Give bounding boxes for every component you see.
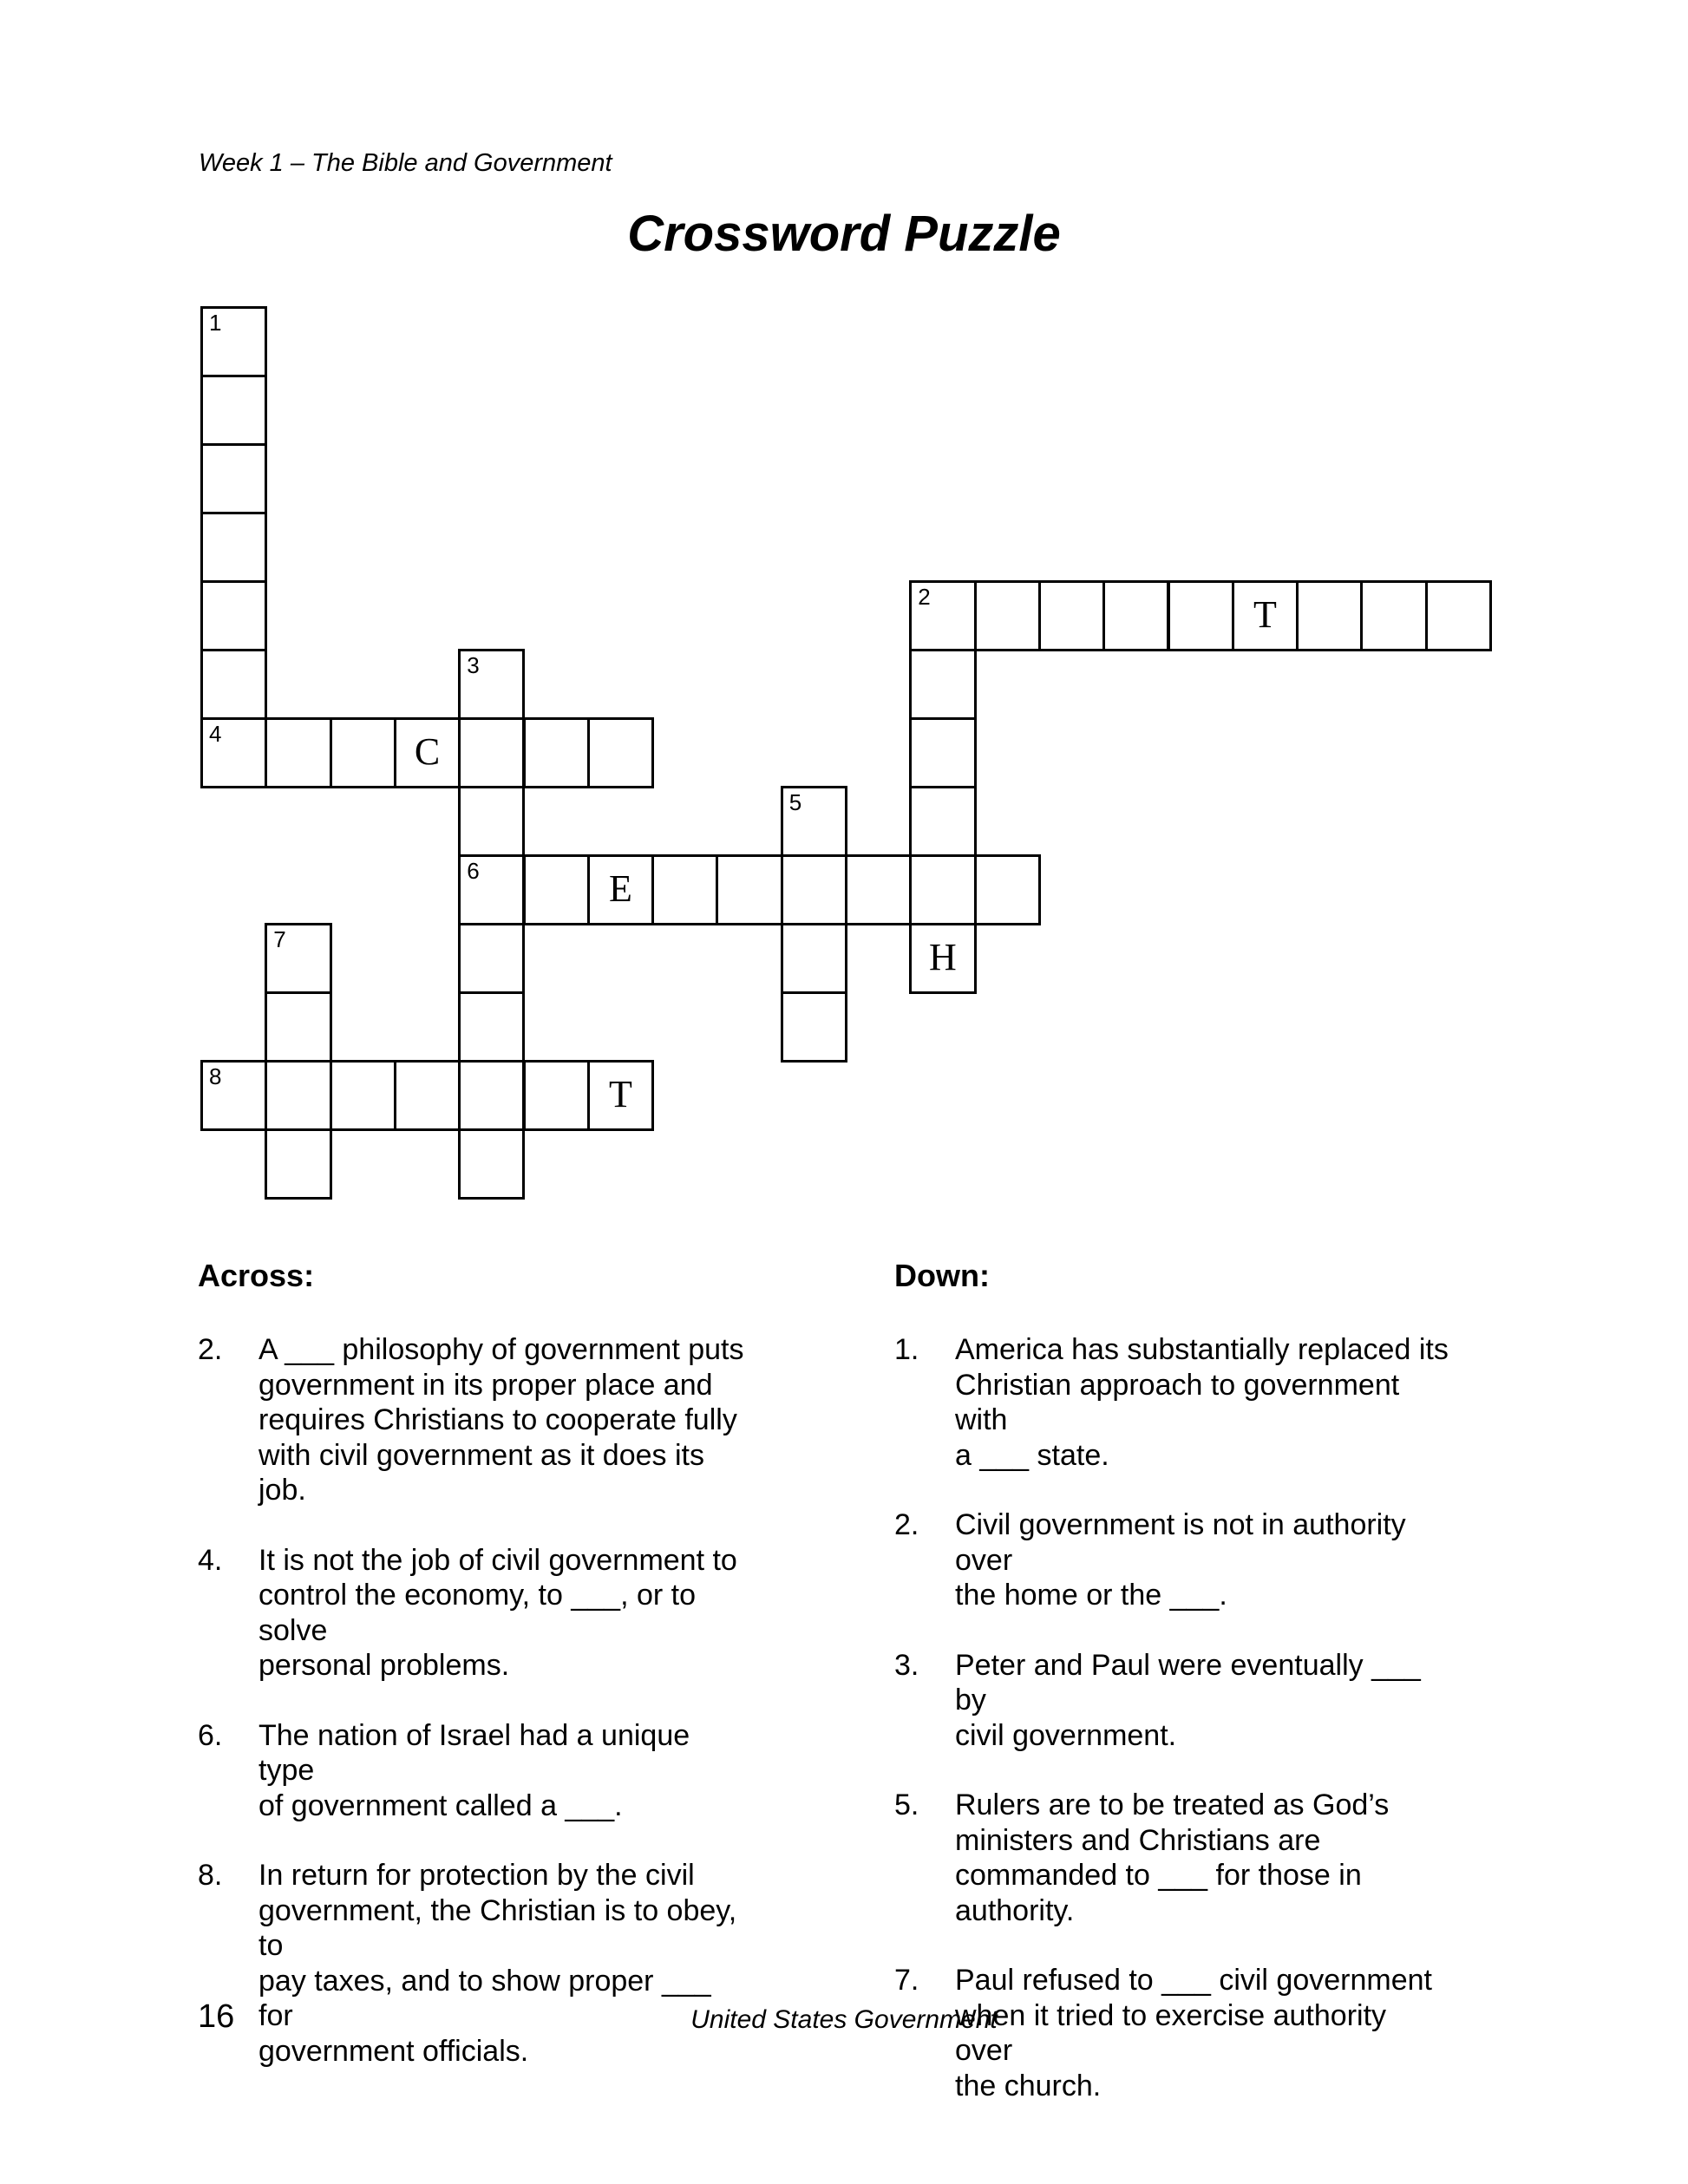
- clue-text: Peter and Paul were eventually ___ by civil government.: [955, 1648, 1421, 1752]
- grid-cell[interactable]: [1360, 580, 1427, 651]
- grid-cell[interactable]: [781, 923, 847, 994]
- clue-text: Civil government is not in authority over the home or the ___.: [955, 1508, 1406, 1612]
- cell-letter: C: [414, 730, 441, 774]
- grid-cell[interactable]: [458, 923, 525, 994]
- grid-cell[interactable]: [458, 854, 525, 925]
- clue-number: 3.: [894, 1648, 919, 1682]
- cell-number: 5: [788, 789, 802, 815]
- grid-cell[interactable]: [265, 717, 331, 788]
- grid-cell[interactable]: [458, 717, 525, 788]
- cell-number: 6: [467, 858, 480, 884]
- footer-text: United States Government: [690, 2005, 998, 2034]
- grid-cell[interactable]: [974, 854, 1041, 925]
- clue-number: 4.: [198, 1543, 223, 1577]
- grid-cell[interactable]: [458, 1128, 525, 1200]
- clue-text: Paul refused to ___ civil government when it tried to exercise authority over the church.: [955, 1964, 1432, 2102]
- grid-cell[interactable]: [587, 1060, 654, 1131]
- clue-text: America has substantially replaced its Christian approach to government with a ___ state.: [955, 1333, 1449, 1472]
- grid-cell[interactable]: [716, 854, 782, 925]
- grid-cell[interactable]: [781, 991, 847, 1063]
- grid-cell[interactable]: [651, 854, 718, 925]
- across-heading: Across:: [198, 1258, 315, 1293]
- cell-number: 2: [918, 584, 931, 610]
- cell-letter: E: [609, 867, 632, 911]
- clue-number: 1.: [894, 1333, 919, 1366]
- cell-letter: T: [609, 1073, 632, 1116]
- cell-number: 4: [209, 721, 222, 747]
- grid-cell[interactable]: [200, 580, 267, 651]
- across-clue: [198, 1718, 753, 1824]
- grid-cell[interactable]: [1425, 580, 1492, 651]
- down-heading: Down:: [894, 1258, 990, 1293]
- page-number: 16: [198, 1998, 235, 2035]
- grid-cell[interactable]: [1232, 580, 1299, 651]
- grid-cell[interactable]: [523, 717, 590, 788]
- clue-text: The nation of Israel had a unique type of government called a ___.: [258, 1718, 690, 1822]
- grid-cell[interactable]: [845, 854, 912, 925]
- clue-number: 8.: [198, 1859, 223, 1892]
- grid-cell[interactable]: [200, 375, 267, 446]
- grid-cell[interactable]: [909, 923, 976, 994]
- grid-cell[interactable]: [330, 717, 396, 788]
- clue-text: It is not the job of civil government to control the economy, to ___, or to solve personal problems.: [258, 1543, 737, 1682]
- grid-cell[interactable]: [265, 923, 331, 994]
- grid-cell[interactable]: [1102, 580, 1169, 651]
- clue-number: 2.: [198, 1333, 223, 1366]
- grid-cell[interactable]: [523, 854, 590, 925]
- grid-cell[interactable]: [200, 512, 267, 583]
- grid-cell[interactable]: [781, 786, 847, 857]
- grid-cell[interactable]: [265, 991, 331, 1063]
- grid-cell[interactable]: [909, 580, 976, 651]
- grid-cell[interactable]: [394, 1060, 461, 1131]
- grid-cell[interactable]: [394, 717, 461, 788]
- grid-cell[interactable]: [265, 1128, 331, 1200]
- grid-cell[interactable]: [200, 1060, 267, 1131]
- across-clue: [198, 1858, 753, 2069]
- page-title: Crossword Puzzle: [627, 206, 1061, 262]
- grid-cell[interactable]: [200, 717, 267, 788]
- grid-cell[interactable]: [523, 1060, 590, 1131]
- clue-number: 7.: [894, 1964, 919, 1997]
- grid-cell[interactable]: [265, 1060, 331, 1131]
- grid-cell[interactable]: [200, 306, 267, 377]
- across-clue: [198, 1332, 753, 1508]
- grid-cell[interactable]: [781, 854, 847, 925]
- down-clue: [894, 1648, 1449, 1754]
- grid-cell[interactable]: [458, 649, 525, 720]
- grid-cell[interactable]: [587, 854, 654, 925]
- cell-number: 1: [209, 310, 222, 336]
- clue-text: A ___ philosophy of government puts government in its proper place and requires Christians to cooperate fully with civil government as it does its job.: [258, 1333, 744, 1507]
- grid-cell[interactable]: [330, 1060, 396, 1131]
- grid-cell[interactable]: [909, 854, 976, 925]
- grid-cell[interactable]: [974, 580, 1041, 651]
- clue-text: Rulers are to be treated as God’s ministers and Christians are commanded to ___ for those in authority.: [955, 1788, 1390, 1927]
- grid-cell[interactable]: [587, 717, 654, 788]
- grid-cell[interactable]: [909, 649, 976, 720]
- grid-cell[interactable]: [200, 649, 267, 720]
- clue-number: 2.: [894, 1508, 919, 1541]
- clue-number: 6.: [198, 1718, 223, 1752]
- cell-letter: H: [929, 936, 957, 979]
- grid-cell[interactable]: [458, 991, 525, 1063]
- page-header: Week 1 – The Bible and Government: [199, 149, 612, 177]
- grid-cell[interactable]: [1038, 580, 1105, 651]
- down-clue: [894, 1788, 1449, 1928]
- grid-cell[interactable]: [909, 786, 976, 857]
- across-clue: [198, 1543, 753, 1684]
- grid-cell[interactable]: [200, 443, 267, 514]
- grid-cell[interactable]: [458, 786, 525, 857]
- grid-cell[interactable]: [1168, 580, 1234, 651]
- grid-cell[interactable]: [1296, 580, 1363, 651]
- cell-number: 8: [209, 1063, 222, 1089]
- clue-number: 5.: [894, 1788, 919, 1821]
- grid-cell[interactable]: [909, 717, 976, 788]
- down-clue: [894, 1507, 1449, 1613]
- cell-number: 7: [273, 926, 286, 952]
- cell-letter: T: [1253, 593, 1277, 637]
- clue-text: In return for protection by the civil government, the Christian is to obey, to pay taxes, and to show proper ___ for government officials.: [258, 1859, 737, 2068]
- grid-cell[interactable]: [458, 1060, 525, 1131]
- across-clue-list: [198, 1332, 753, 2103]
- down-clue: [894, 1332, 1449, 1473]
- cell-number: 3: [467, 652, 480, 678]
